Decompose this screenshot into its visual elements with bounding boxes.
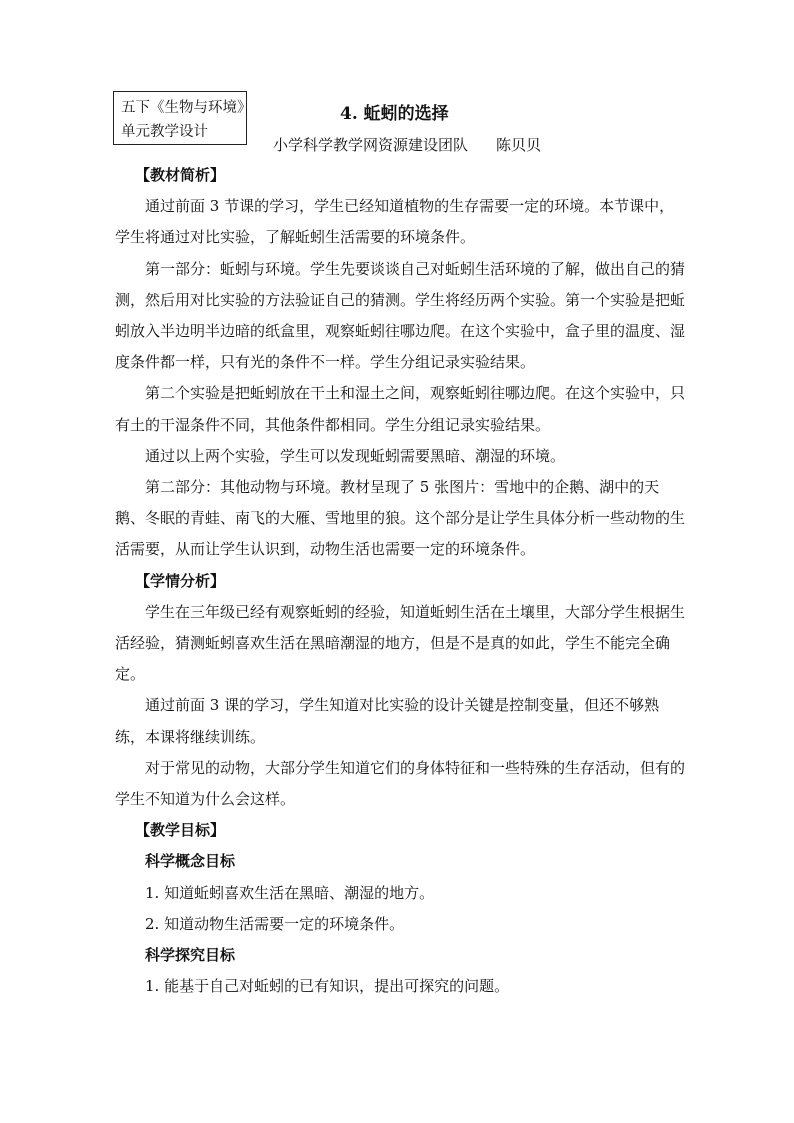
- section-heading-learner-analysis: 【学情分析】: [135, 571, 226, 590]
- list-item: 1. 能基于自己对蚯蚓的已有知识，提出可探究的问题。: [145, 977, 510, 996]
- paragraph: 通过以上两个实验，学生可以发现蚯蚓需要黑暗、潮湿的环境。: [145, 446, 566, 465]
- unit-label-line-1: 五下《生物与环境》: [121, 100, 252, 116]
- subheading-inquiry-goals: 科学探究目标: [145, 946, 236, 965]
- paragraph: 通过前面 3 课的学习，学生知道对比实验的设计关键是控制变量，但还不够熟练，本课将继续训练。: [115, 696, 660, 746]
- unit-label-line-2: 单元教学设计: [121, 124, 208, 140]
- section-heading-material-analysis: 【教材简析】: [135, 166, 226, 184]
- paragraph: 对于常见的动物，大部分学生知道它们的身体特征和一些特殊的生存活动，但有的学生不知道为什么会这样。: [115, 758, 686, 809]
- unit-label-box: [113, 91, 252, 145]
- paragraph: 学生在三年级已经有观察蚯蚓的经验，知道蚯蚓生活在土壤里，大部分学生根据生活经验，猜测蚯蚓喜欢生活在黑暗潮湿的地方，但是不是真的如此，学生不能完全确定。: [115, 602, 686, 684]
- lesson-title: 4. 蚯蚓的选择: [340, 104, 449, 124]
- section-heading-teaching-goals: 【教学目标】: [135, 821, 226, 840]
- paragraph: 第二个实验是把蚯蚓放在干土和湿土之间，观察蚯蚓往哪边爬。在这个实验中，只有土的干湿条件不同，其他条件都相同。学生分组记录实验结果。: [115, 384, 686, 434]
- paragraph: 第二部分：其他动物与环境。教材呈现了 5 张图片：雪地中的企鹅、湖中的天鹅、冬眠的青蛙、南飞的大雁、雪地里的狼。这个部分是让学生具体分析一些动物的生活需要，从而让学生认识到，动物生活也需要一定的环境条件。: [115, 478, 686, 559]
- author-name: 陈贝贝: [496, 136, 542, 154]
- author-line: [273, 134, 541, 155]
- organization-name: 小学科学教学网资源建设团队: [273, 136, 469, 154]
- paragraph: 通过前面 3 节课的学习，学生已经知道植物的生存需要一定的环境。本节课中，学生将通过对比实验，了解蚯蚓生活需要的环境条件。: [115, 197, 675, 247]
- document-body: [115, 160, 685, 1002]
- subheading-concept-goals: 科学概念目标: [145, 852, 236, 871]
- list-item: 2. 知道动物生活需要一定的环境条件。: [145, 914, 405, 933]
- list-item: 1. 知道蚯蚓喜欢生活在黑暗、潮湿的地方。: [145, 883, 435, 902]
- paragraph: 第一部分：蚯蚓与环境。学生先要谈谈自己对蚯蚓生活环境的了解，做出自己的猜测，然后用对比实验的方法验证自己的猜测。学生将经历两个实验。第一个实验是把蚯蚓放入半边明半边暗的纸盒里，观察蚯蚓往哪边爬。在这个实验中，盒子里的温度、湿度条件都一样，只有光的条件不一样。学生分组记录实验结果。: [115, 259, 686, 372]
